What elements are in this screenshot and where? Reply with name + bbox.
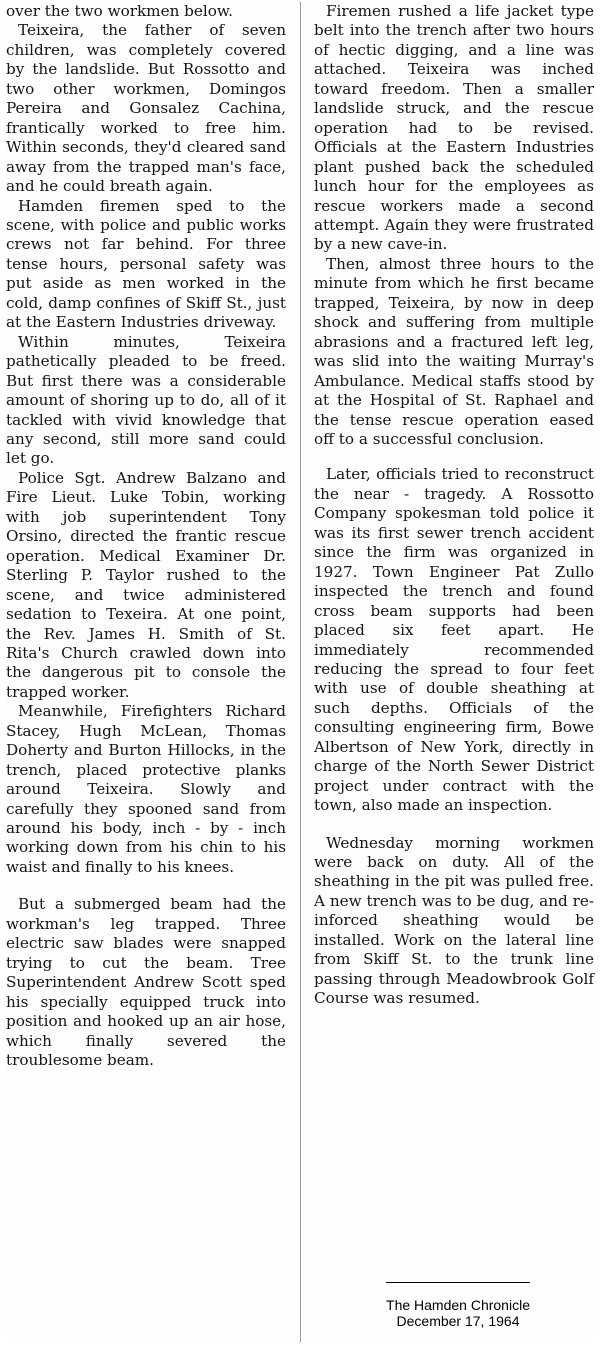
article-paragraph: But a submerged beam had the workman's leg trapped. Three electric saw blades were snapped trying to cut the beam. Tree Superintendent Andrew Scott sped his specially equipped truck into position and hooked up an air hose, which finally severed the troublesome beam. xyxy=(6,895,286,1070)
article-paragraph: Wednesday morning workmen were back on duty. All of the sheathing in the pit was pulled free. A new trench was to be dug, and re-inforced sheathing would be installed. Work on the lateral line from Skiff St. to the trunk line passing through Meadowbrook Golf Course was resumed. xyxy=(314,833,594,1008)
article-paragraph: Hamden firemen sped to the scene, with police and public works crews not far behind. For three tense hours, personal safety was put aside as men worked in the cold, damp confines of Skiff St., just at the Eastern Industries driveway. xyxy=(6,196,286,332)
article-paragraph: Then, almost three hours to the minute from which he first became trapped, Teixeira, by now in deep shock and suffering from multiple abrasions and a fractured left leg, was slid into the waiting Murray's Ambulance. Medical staffs stood by at the Hospital of St. Raphael and the tense rescue operation eased off to a successful conclusion. xyxy=(314,254,594,448)
article-paragraph: Later, officials tried to reconstruct the near - tragedy. A Rossotto Company spokesman told police it was its first sewer trench accident since the firm was organized in 1927. Town Engineer Pat Zullo inspected the trench and found cross beam supports had been placed six feet apart. He immediately recommended reducing the spread to four feet with use of double sheathing at such depths. Officials of the consulting engineering firm, Bowe Albertson of New York, directly in charge of the North Sewer District project under contract with the town, also made an inspection. xyxy=(314,465,594,815)
article-paragraph: Within minutes, Teixeira pathetically pleaded to be freed. But first there was a considerable amount of shoring up to do, all of it tackled with vivid knowledge that any second, still more sand could let go. xyxy=(6,332,286,468)
newspaper-clipping xyxy=(6,2,594,1338)
article-paragraph: Meanwhile, Firefighters Richard Stacey, Hugh McLean, Thomas Doherty and Burton Hillocks, in the trench, placed protective planks around Teixeira. Slowly and carefully they spooned sand from around his body, inch - by - inch working down from his chin to his waist and finally to his knees. xyxy=(6,702,286,876)
publication-name: The Hamden Chronicle xyxy=(386,1297,530,1313)
article-paragraph: Firemen rushed a life jacket type belt into the trench after two hours of hectic digging, and a line was attached. Teixeira was inched toward freedom. Then a smaller landslide struck, and the rescue operation had to be revised. Officials at the Eastern Industries plant pushed back the scheduled lunch hour for the employees as rescue workers made a second attempt. Again they were frustrated by a new cave-in. xyxy=(314,2,594,254)
source-caption xyxy=(346,1297,570,1329)
column-divider xyxy=(300,2,301,1342)
caption-rule xyxy=(386,1282,530,1283)
article-column-left xyxy=(6,2,286,1070)
article-paragraph: over the two workmen below. xyxy=(6,2,233,20)
article-column-right xyxy=(314,2,594,1009)
article-paragraph: Police Sgt. Andrew Balzano and Fire Lieut. Luke Tobin, working with job superintendent Tony Orsino, directed the frantic rescue operation. Medical Examiner Dr. Sterling P. Taylor rushed to the scene, and twice administered sedation to Texeira. At one point, the Rev. James H. Smith of St. Rita's Church crawled down into the dangerous pit to console the trapped worker. xyxy=(6,468,286,701)
publication-date: December 17, 1964 xyxy=(396,1313,520,1329)
article-paragraph: Teixeira, the father of seven children, was completely covered by the landslide. But Rossotto and two other workmen, Domingos Pereira and Gonsalez Cachina, frantically worked to free him. Within seconds, they'd cleared sand away from the trapped man's face, and he could breath again. xyxy=(6,21,286,196)
